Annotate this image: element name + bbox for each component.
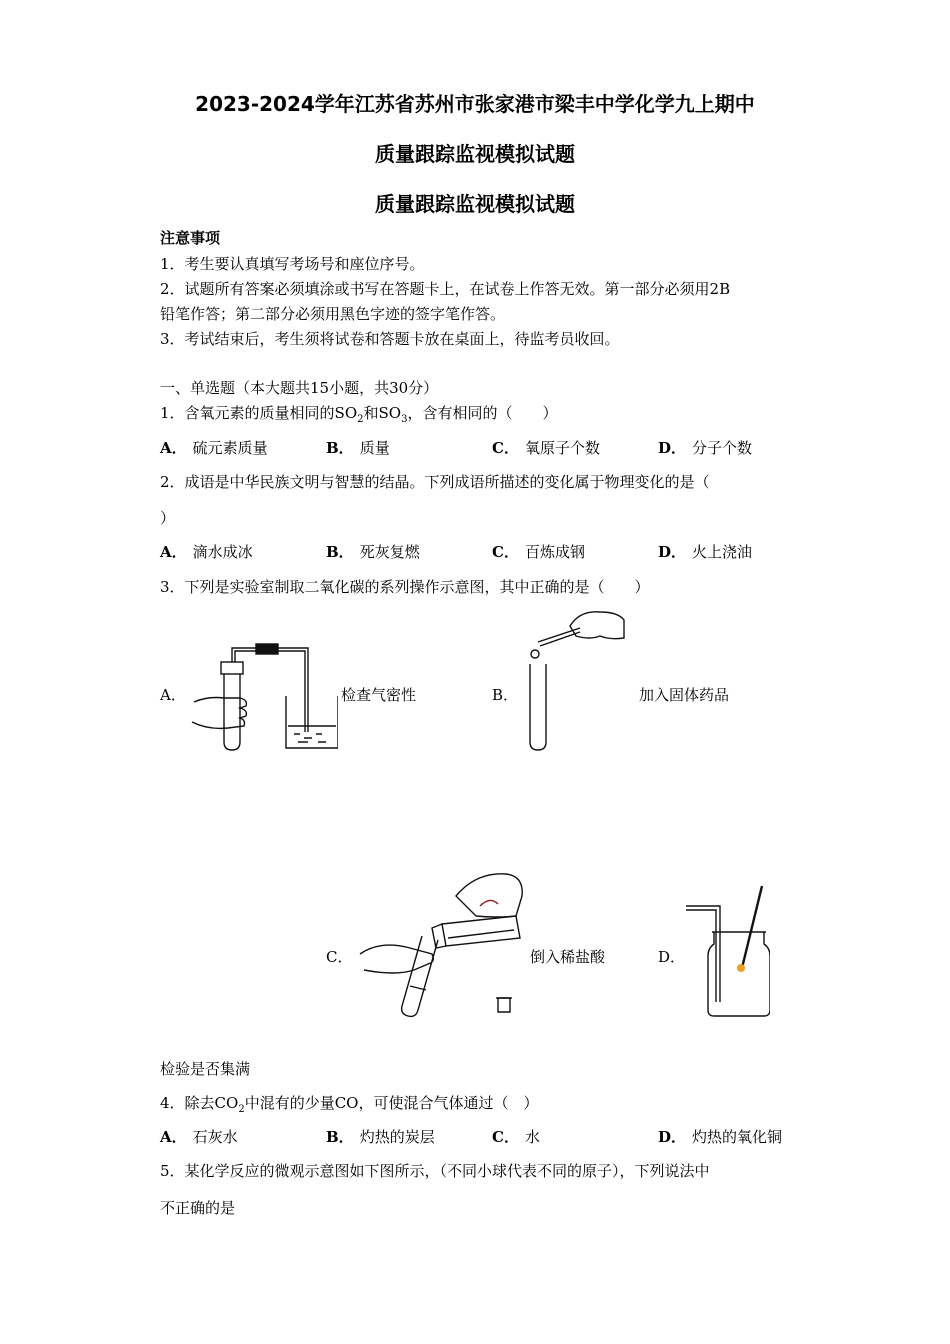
solid-granule — [531, 650, 539, 658]
option-text: 石灰水 — [192, 1128, 238, 1146]
option-text: 水 — [524, 1128, 540, 1146]
airtightness-check-figure — [188, 640, 338, 752]
option-text: 灼热的炭层 — [359, 1128, 435, 1146]
q1-option-d[interactable] — [658, 437, 752, 458]
notice-item-3: 3．考试结束后，考生须将试卷和答题卡放在桌面上，待监考员收回。 — [160, 330, 620, 348]
q1-stem-c: ，含有相同的（ ） — [407, 404, 558, 422]
q2-option-b[interactable] — [326, 541, 420, 562]
stopper — [221, 662, 243, 674]
q5-stem-line2: 不正确的是 — [160, 1199, 236, 1217]
q1-stem-a: 1．含氧元素的质量相同的SO — [160, 404, 358, 422]
notice-item-1: 1．考生要认真填写考场号和座位序号。 — [160, 255, 425, 273]
option-label: A． — [160, 439, 187, 457]
option-text: 硫元素质量 — [192, 439, 268, 457]
q3-option-d-text: 检验是否集满 — [160, 1060, 251, 1078]
q4-stem — [160, 1092, 538, 1115]
option-label: C． — [492, 439, 519, 457]
q4-stem-b: 中混有的少量CO，可使混合气体通过（ ） — [244, 1094, 539, 1112]
q3-option-b-text: 加入固体药品 — [639, 686, 730, 704]
q1-stem-b: 和SO — [363, 404, 402, 422]
rubber-joint — [256, 644, 278, 654]
exam-title-line1: 2023-2024学年江苏省苏州市张家港市梁丰中学化学九上期中 — [195, 92, 755, 116]
option-label: B． — [326, 1128, 354, 1146]
q4-option-c[interactable] — [492, 1126, 540, 1147]
q1-stem — [160, 402, 557, 425]
upright-test-tube — [530, 664, 546, 750]
bottle-stopper — [498, 998, 510, 1012]
q4-sub-a: 2 — [238, 1104, 245, 1115]
q2-option-c[interactable] — [492, 541, 585, 562]
pouring-hand — [456, 874, 522, 917]
notice-item-2: 2．试题所有答案必须填涂或书写在答题卡上，在试卷上作答无效。第一部分必须用2B — [160, 280, 731, 298]
beaker — [286, 696, 338, 748]
option-label: C． — [492, 1128, 519, 1146]
test-tube — [224, 674, 240, 750]
q3-option-c-text: 倒入稀盐酸 — [530, 948, 606, 966]
q4-option-d[interactable] — [658, 1126, 782, 1147]
splint-flame — [737, 964, 745, 972]
section-heading: 一、单选题（本大题共15小题，共30分） — [160, 379, 439, 397]
option-text: 氧原子个数 — [524, 439, 600, 457]
option-label: B． — [326, 439, 354, 457]
notice-item-2-cont: 铅笔作答；第二部分必须用黑色字迹的签字笔作答。 — [160, 305, 506, 323]
option-text: 质量 — [359, 439, 390, 457]
option-text: 滴水成冰 — [192, 543, 253, 561]
option-label: A． — [160, 1128, 187, 1146]
q2-option-a[interactable] — [160, 541, 253, 562]
exam-title-line3: 质量跟踪监视模拟试题 — [375, 192, 575, 216]
exam-title-line2: 质量跟踪监视模拟试题 — [375, 142, 575, 166]
q4-stem-a: 4．除去CO — [160, 1094, 239, 1112]
q3-option-a-label[interactable]: A． — [160, 686, 186, 704]
option-text: 死灰复燃 — [359, 543, 420, 561]
gas-delivery-tube — [686, 906, 720, 1002]
q1-option-a[interactable] — [160, 437, 268, 458]
q2-option-d[interactable] — [658, 541, 752, 562]
option-text: 分子个数 — [692, 439, 753, 457]
q4-option-b[interactable] — [326, 1126, 435, 1147]
q3-option-a-text: 检查气密性 — [341, 686, 417, 704]
option-text: 火上浇油 — [692, 543, 753, 561]
q1-sub-a: 2 — [357, 414, 364, 425]
q1-option-b[interactable] — [326, 437, 390, 458]
gas-collecting-bottle — [708, 932, 770, 1016]
q3-stem: 3．下列是实验室制取二氧化碳的系列操作示意图，其中正确的是（ ） — [160, 578, 650, 596]
q2-stem-line2: ） — [160, 509, 176, 527]
glowing-splint — [742, 886, 762, 968]
option-text: 灼热的氧化铜 — [692, 1128, 783, 1146]
holding-hand — [360, 945, 433, 973]
option-label: C． — [492, 543, 519, 561]
pour-acid-figure — [356, 866, 528, 1020]
q1-sub-b: 3 — [401, 414, 408, 425]
q3-option-b-label[interactable]: B． — [492, 686, 519, 704]
q1-option-c[interactable] — [492, 437, 600, 458]
option-text: 百炼成钢 — [524, 543, 585, 561]
q3-option-d-label[interactable]: D． — [658, 948, 686, 966]
tilted-test-tube — [402, 936, 438, 1016]
add-solid-figure — [520, 606, 630, 752]
q2-stem-line1: 2．成语是中华民族文明与智慧的结晶。下列成语所描述的变化属于物理变化的是（ — [160, 473, 710, 491]
option-label: D． — [658, 1128, 687, 1146]
check-full-figure — [684, 882, 770, 1018]
q3-option-c-label[interactable]: C． — [326, 948, 353, 966]
option-label: B． — [326, 543, 354, 561]
option-label: A． — [160, 543, 187, 561]
hand — [570, 612, 624, 639]
hand — [192, 698, 246, 729]
option-label: D． — [658, 439, 687, 457]
q5-stem-line1: 5．某化学反应的微观示意图如下图所示，（不同小球代表不同的原子），下列说法中 — [160, 1162, 710, 1180]
q4-option-a[interactable] — [160, 1126, 238, 1147]
option-label: D． — [658, 543, 687, 561]
notice-heading: 注意事项 — [160, 229, 221, 247]
